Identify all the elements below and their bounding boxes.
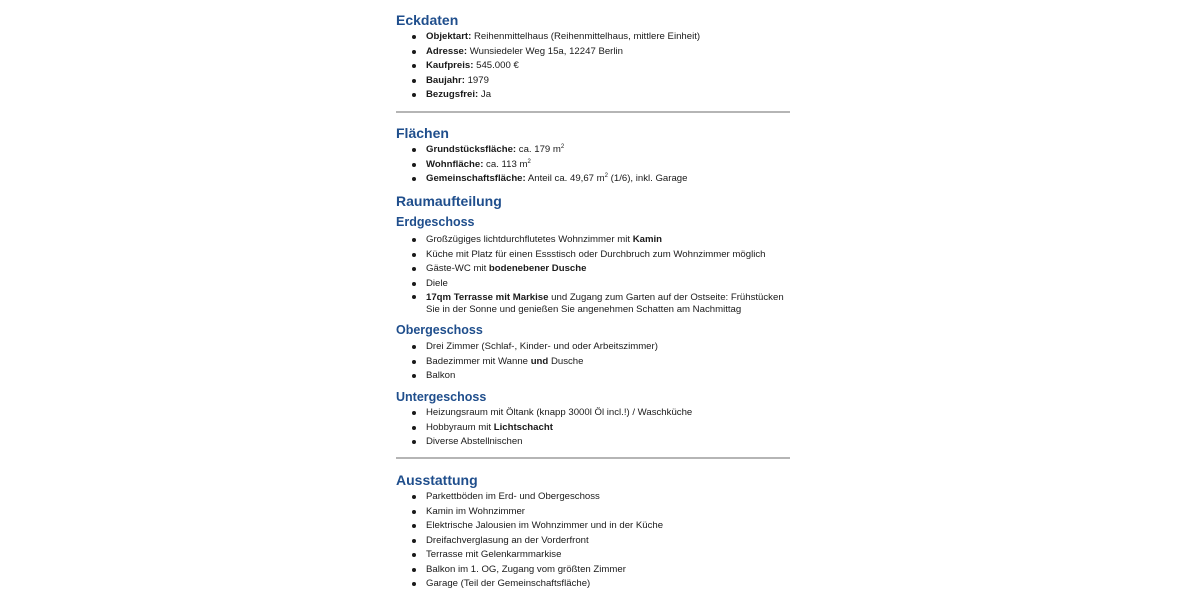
list-item: Drei Zimmer (Schlaf-, Kinder- und oder Arbeitszimmer) [396, 340, 792, 355]
flaechen-list [396, 143, 792, 187]
list-item: Parkettböden im Erd- und Obergeschoss [396, 490, 792, 505]
list-item: Heizungsraum mit Öltank (knapp 3000l Öl incl.!) / Waschküche [396, 406, 792, 421]
list-item: Kamin im Wohnzimmer [396, 505, 792, 520]
list-item: Hobbyraum mit Lichtschacht [396, 421, 792, 436]
erdgeschoss-list [396, 233, 792, 317]
heading-raumaufteilung: Raumaufteilung [396, 193, 502, 209]
list-item: Balkon im 1. OG, Zugang vom größten Zimmer [396, 563, 792, 578]
list-item: Garage (Teil der Gemeinschaftsfläche) [396, 577, 792, 592]
list-item: Adresse: Wunsiedeler Weg 15a, 12247 Berlin [396, 45, 792, 60]
list-item: 17qm Terrasse mit Markise und Zugang zum Garten auf der Ostseite: Frühstücken Sie in der Sonne und genießen Sie angenehmen Schatten am Nachmittag [396, 291, 792, 317]
eckdaten-list [396, 30, 792, 103]
subheading-obergeschoss: Obergeschoss [396, 323, 483, 337]
list-item: Wohnfläche: ca. 113 $m^2$ [396, 158, 792, 173]
section-divider [396, 457, 790, 459]
list-item: Küche mit Platz für einen Essstisch oder Durchbruch zum Wohnzimmer möglich [396, 248, 792, 263]
list-item: Dreifachverglasung an der Vorderfront [396, 534, 792, 549]
list-item: Terrasse mit Gelenkarmmarkise [396, 548, 792, 563]
list-item: Gäste-WC mit bodenebener Dusche [396, 262, 792, 277]
list-item: Badezimmer mit Wanne und Dusche [396, 355, 792, 370]
list-item: Diverse Abstellnischen [396, 435, 792, 450]
subheading-erdgeschoss: Erdgeschoss [396, 215, 475, 229]
section-divider [396, 111, 790, 113]
heading-eckdaten: Eckdaten [396, 12, 459, 28]
list-item: Elektrische Jalousien im Wohnzimmer und in der Küche [396, 519, 792, 534]
list-item: Balkon [396, 369, 792, 384]
subheading-untergeschoss: Untergeschoss [396, 390, 487, 404]
untergeschoss-list [396, 406, 792, 450]
list-item: Gemeinschaftsfläche: Anteil ca. 49,67 $m^2$ (1/6), inkl. Garage [396, 172, 792, 187]
list-item: Kaufpreis: 545.000 € [396, 59, 792, 74]
list-item: Objektart: Reihenmittelhaus (Reihenmittelhaus, mittlere Einheit) [396, 30, 792, 45]
list-item: Bezugsfrei: Ja [396, 88, 792, 103]
list-item: Großzügiges lichtdurchflutetes Wohnzimmer mit Kamin [396, 233, 792, 248]
list-item: Baujahr: 1979 [396, 74, 792, 89]
obergeschoss-list [396, 340, 792, 384]
heading-ausstattung: Ausstattung [396, 472, 478, 488]
list-item: Diele [396, 277, 792, 292]
list-item: Grundstücksfläche: ca. 179 $m^2$ [396, 143, 792, 158]
heading-flaechen: Flächen [396, 125, 449, 141]
ausstattung-list [396, 490, 792, 592]
